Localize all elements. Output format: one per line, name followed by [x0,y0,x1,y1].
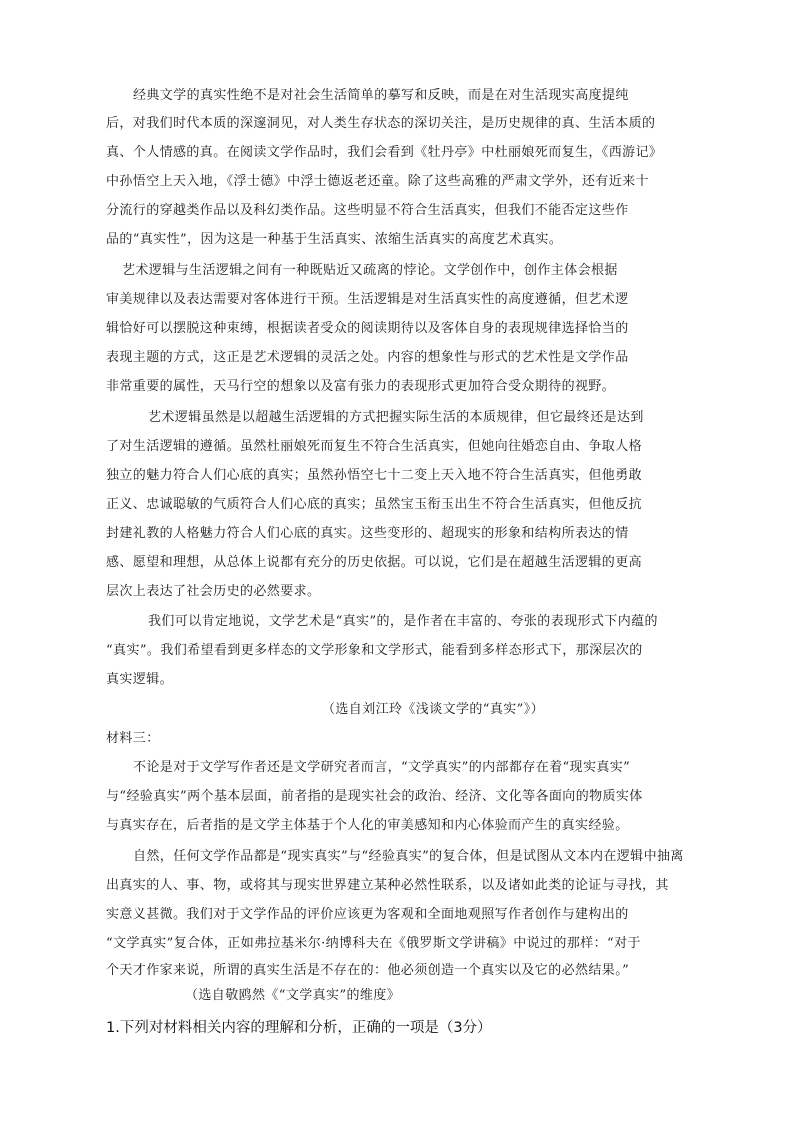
text-line: 分流行的穿越类作品以及科幻类作品。这些明显不符合生活真实，但我们不能否定这些作 [106,203,629,218]
text-line: 与“经验真实”两个基本层面，前者指的是现实社会的政治、经济、文化等各面向的物质实体 [106,789,643,804]
text-line: 层次上表达了社会历史的必然要求。 [106,584,321,599]
text-line: 真、个人情感的真。在阅读文学作品时，我们会看到《牡丹亭》中杜丽娘死而复生，《西游记》 [106,145,663,160]
text-line: “文学真实”复合体，正如弗拉基米尔·纳博科夫在《俄罗斯文学讲稿》中说过的那样：“对于 [106,936,641,951]
text-line: 自然，任何文学作品都是“现实真实”与“经验真实”的复合体，但是试图从文本内在逻辑中抽离 [133,849,684,864]
text-line: 独立的魅力符合人们心底的真实；虽然孙悟空七十二变上天入地不符合生活真实，但他勇敢 [106,468,643,483]
text-line: 实意义甚微。我们对于文学作品的评价应该更为客观和全面地观照写作者创作与建构出的 [106,907,629,922]
text-line: 与真实存在，后者指的是文学主体基于个人化的审美感知和内心体验而产生的真实经验。 [106,818,629,833]
text-line: 了对生活逻辑的遵循。虽然杜丽娘死而复生不符合生活真实，但她向往婚恋自由、争取人格 [106,439,643,454]
text-line: 非常重要的属性，天马行空的想象以及富有张力的表现形式更加符合受众期待的视野。 [106,379,616,394]
text-line: 个天才作家来说，所谓的真实生活是不存在的：他必须创造一个真实以及它的必然结果。” [106,963,630,978]
text-line: 封建礼教的人格魅力符合人们心底的真实。这些变形的、超现实的形象和结构所表达的情 [106,526,629,541]
section-heading: 材料三： [106,731,160,746]
text-line: 品的“真实性”，因为这是一种基于生活真实、浓缩生活真实的高度艺术真实。 [106,232,563,247]
text-line: 艺术逻辑与生活逻辑之间有一种既贴近又疏离的悖论。文学创作中，创作主体会根据 [122,263,618,278]
text-line: 辑恰好可以摆脱这种束缚，根据读者受众的阅读期待以及客体自身的表现规律选择恰当的 [106,321,629,336]
source-citation: （选自刘江玲《浅谈文学的“真实”》） [322,702,544,717]
text-line: 中孙悟空上天入地，《浮士德》中浮士德返老还童。除了这些高雅的严肃文学外，还有近来十 [106,174,649,189]
text-line: 表现主题的方式，这正是艺术逻辑的灵活之处。内容的想象性与形式的艺术性是文学作品 [106,350,629,365]
text-line: 我们可以肯定地说，文学艺术是“真实”的，是作者在丰富的、夸张的表现形式下内蕴的 [148,614,658,629]
text-line: 感、愿望和理想，从总体上说都有充分的历史依据。可以说，它们是在超越生活逻辑的更高 [106,555,643,570]
text-line: 艺术逻辑虽然是以超越生活逻辑的方式把握实际生活的本质规律，但它最终还是达到 [148,410,644,425]
text-line: 正义、忠诚聪敏的气质符合人们心底的真实；虽然宝玉衔玉出生不符合生活真实，但他反抗 [106,497,643,512]
text-line: “真实”。我们希望看到更多样态的文学形象和文学形式，能看到多样态形式下，那深层次的 [106,643,643,658]
text-line: 真实逻辑。 [106,672,174,687]
text-line: 不论是对于文学写作者还是文学研究者而言，“文学真实”的内部都存在着“现实真实” [133,760,631,775]
text-line: 审美规律以及表达需要对客体进行干预。生活逻辑是对生活真实性的高度遵循，但艺术逻 [106,292,629,307]
source-citation: （选自敬鸥然《“文学真实”的维度》 [185,988,401,1003]
question-text: 1.下列对材料相关内容的理解和分析，正确的一项是（3分） [106,1020,492,1036]
text-line: 经典文学的真实性绝不是对社会生活简单的摹写和反映，而是在对生活现实高度提纯 [133,88,629,103]
text-line: 后，对我们时代本质的深邃洞见，对人类生存状态的深切关注，是历史规律的真、生活本质的 [106,116,656,131]
text-line: 出真实的人、事、物，或将其与现实世界建立某种必然性联系，以及诸如此类的论证与寻找，其 [106,878,669,893]
